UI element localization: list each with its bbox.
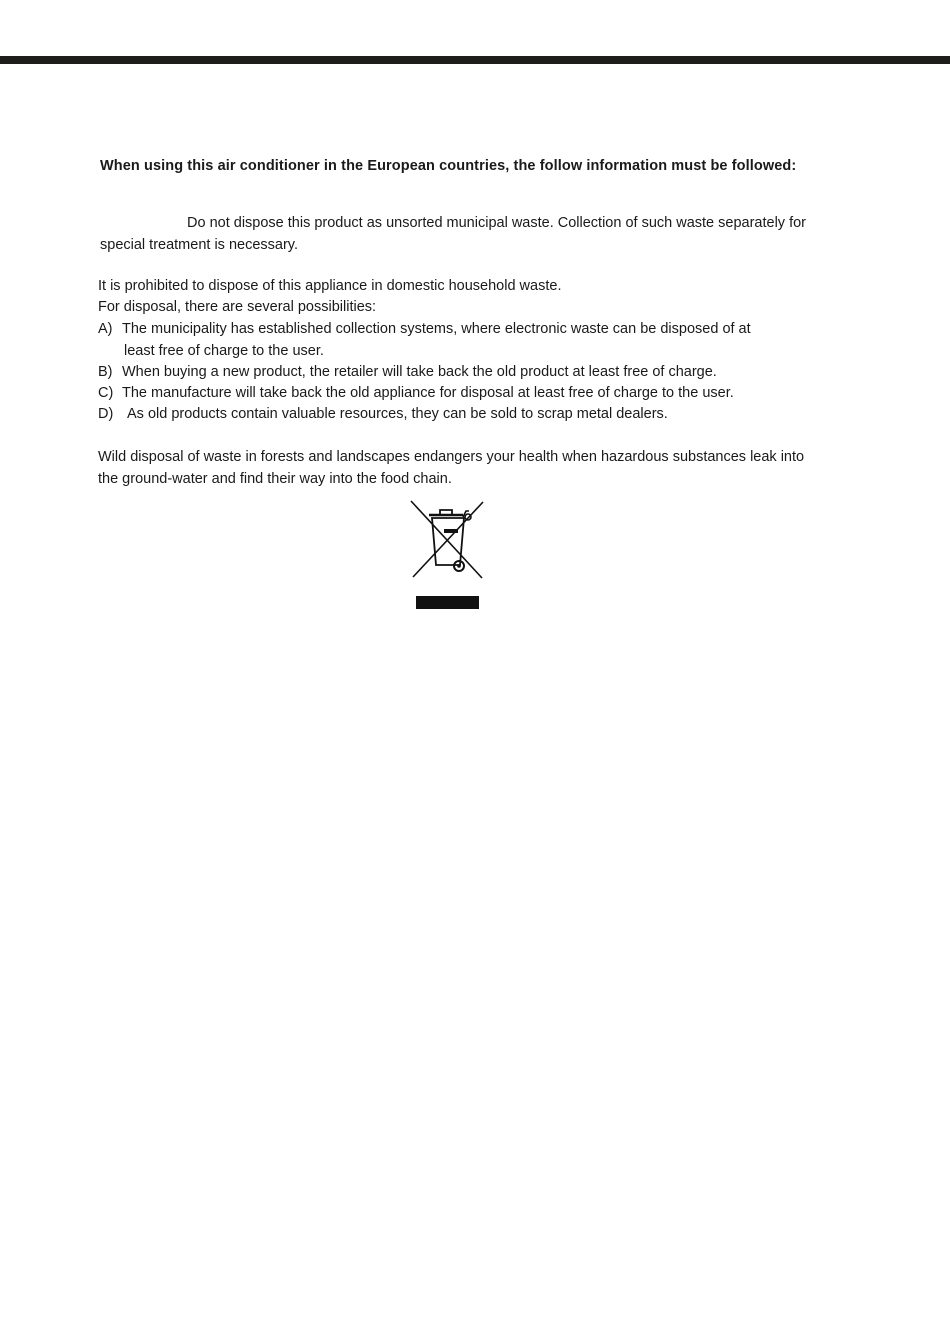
dispose-paragraph: [100, 213, 820, 256]
list-item-text: When buying a new product, the retailer will take back the old product at least free of charge.: [122, 364, 717, 380]
weee-marking-bar: [416, 596, 479, 609]
wild-disposal-paragraph: Wild disposal of waste in forests and landscapes endangers your health when hazardous substances leak into the ground-water and find their way into the food chain.: [98, 449, 805, 487]
prohibited-paragraph: It is prohibited to dispose of this appliance in domestic household waste.: [98, 278, 562, 294]
list-marker: C): [98, 385, 114, 401]
possibilities-paragraph: For disposal, there are several possibilities:: [98, 299, 377, 315]
crossed-out-wheelie-bin-icon: [408, 499, 486, 581]
list-item-text: The municipality has established collection systems, where electronic waste can be disposed of at: [122, 321, 751, 337]
list-item-text-continued: least free of charge to the user.: [124, 342, 324, 359]
header-rule: [0, 56, 950, 64]
list-marker: A): [98, 321, 113, 337]
list-item-text: The manufacture will take back the old appliance for disposal at least free of charge to the user.: [122, 385, 734, 401]
list-marker: D): [98, 406, 114, 422]
list-item: [98, 362, 717, 384]
list-marker: B): [98, 364, 113, 380]
list-item-text: As old products contain valuable resources, they can be sold to scrap metal dealers.: [127, 406, 668, 422]
page-heading: When using this air conditioner in the European countries, the follow information must be followed:: [100, 158, 797, 174]
list-item: [98, 383, 734, 405]
list-item: [98, 319, 751, 362]
dispose-text: Do not dispose this product as unsorted municipal waste. Collection of such waste separately for special treatment is necessary.: [100, 215, 806, 253]
list-item: [98, 404, 668, 426]
